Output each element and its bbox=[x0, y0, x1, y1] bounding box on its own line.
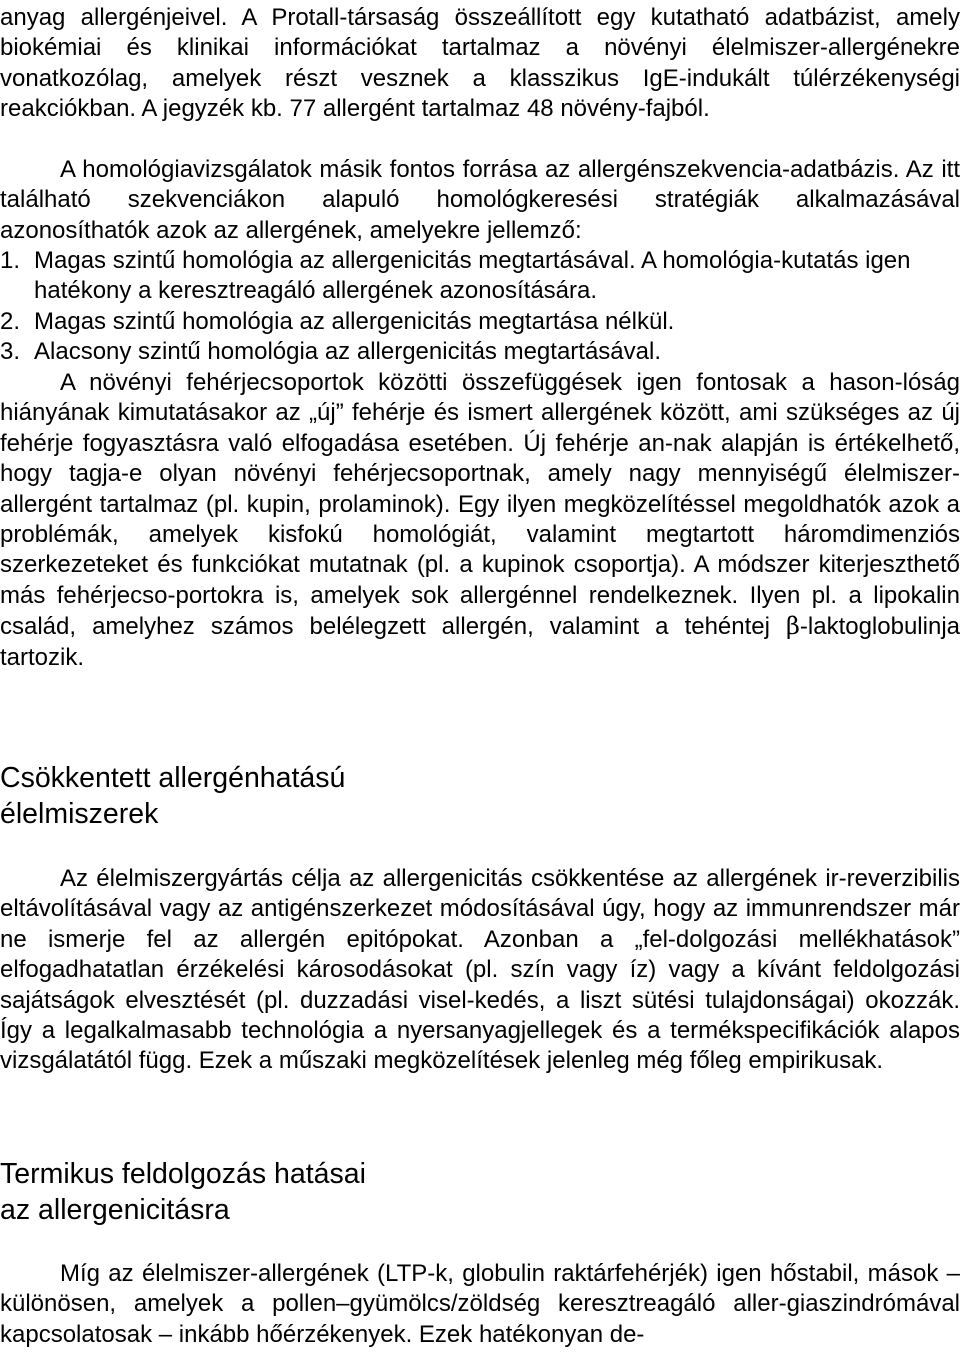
section-heading-thermal-processing bbox=[0, 1156, 900, 1228]
list-item-text: Magas szintű homológia az allergenicitás megtartása nélkül. bbox=[34, 307, 675, 335]
list-item-text: Magas szintű homológia az allergenicitás megtartásával. A homológia-kutatás igen hatékony a keresztreagáló allergének azonosítására. bbox=[34, 247, 911, 305]
list-item-number: 3. bbox=[0, 338, 21, 366]
paragraph-thermal-processing-body: Míg az élelmiszer-allergének (LTP-k, globulin raktárfehérjék) igen hőstabil, mások – különösen, amelyek a pollen–gyümölcs/zöldség keresztreagáló aller-giaszindrómával kapcsolatosak – inkább hőérzékenyek. Ezek hatékonyan de- bbox=[0, 1260, 960, 1348]
list-item bbox=[0, 337, 960, 367]
beta-symbol: β bbox=[786, 612, 800, 641]
list-item-number: 2. bbox=[0, 307, 21, 335]
heading-line: Termikus feldolgozás hatásai bbox=[0, 1158, 366, 1190]
paragraph-protein-groups bbox=[0, 368, 960, 673]
paragraph-text: A növényi fehérjecsoportok közötti összefüggések igen fontosak a hason-lóság hiányának kimutatásakor az „új” fehérje és ismert allergének között, ami szükséges az új fehérje fogyasztásra való elfogadása esetében. Új fehérje an-nak alapján is értékelhető, hogy tagja-e olyan növényi fehérjecsoportnak, amely nagy mennyiségű élelmiszer-allergént tartalmaz (pl. kupin, prolaminok). Egy ilyen megközelítéssel megoldhatók azok a problémák, amelyek kisfokú homológiát, valamint megtartott háromdimenziós szerkezeteket és funkciókat mutatnak (pl. a kupinok csoportja). A módszer kiterjeszthető más fehérjecso-portokra is, amelyek sok allergénnel rendelkeznek. Ilyen pl. a lipokalin család, amelyhez számos belélegzett allergén, valamint a tehéntej bbox=[0, 369, 960, 641]
section-heading-reduced-allergen bbox=[0, 760, 900, 832]
paragraph-protall-database: anyag allergénjeivel. A Protall-társaság összeállított egy kutatható adatbázist, amely biokémiai és klinikai információkat tartalmaz a növényi élelmiszer-allergénekre vonatkozólag, amelyek részt vesznek a klasszikus IgE-indukált túlérzékenységi reakciókban. A jegyzék kb. 77 allergént tartalmaz 48 növény-fajból. bbox=[0, 4, 960, 123]
list-item-number: 1. bbox=[0, 247, 21, 274]
heading-line: élelmiszerek bbox=[0, 798, 159, 830]
list-item-text: Alacsony szintű homológia az allergenicitás megtartásával. bbox=[34, 338, 661, 366]
heading-line: Csökkentett allergénhatású bbox=[0, 762, 346, 794]
paragraph-homology-sources: A homológiavizsgálatok másik fontos forrása az allergénszekvencia-adatbázis. Az itt található szekvenciákon alapuló homológkeresési stratégiák alkalmazásával azonosíthatók azok az allergének, amelyekre jellemző: bbox=[0, 156, 960, 244]
list-item bbox=[0, 307, 960, 337]
homology-criteria-list bbox=[0, 246, 960, 368]
list-item bbox=[0, 246, 960, 307]
paragraph-reduced-allergen-body: Az élelmiszergyártás célja az allergenicitás csökkentése az allergének ir-reverzibilis eltávolításával vagy az antigénszerkezet módosításával úgy, hogy az immunrendszer már ne ismerje fel az allergén epitópokat. Azonban a „fel-dolgozási mellékhatások” elfogadhatatlan érzékelési károsodásokat (pl. szín vagy íz) vagy a kívánt feldolgozási sajátságok elvesztését (pl. duzzadási visel-kedés, a liszt sütési tulajdonságai) okozzák. Így a legalkalmasabb technológia a nyersanyagjellegek és a termékspecifikációk alapos vizsgálatától függ. Ezek a műszaki megközelítések jelenleg még főleg empirikusak. bbox=[0, 865, 960, 1075]
heading-line: az allergenicitásra bbox=[0, 1194, 230, 1226]
paragraph-text: -laktoglobulinja tartozik. bbox=[0, 613, 960, 671]
